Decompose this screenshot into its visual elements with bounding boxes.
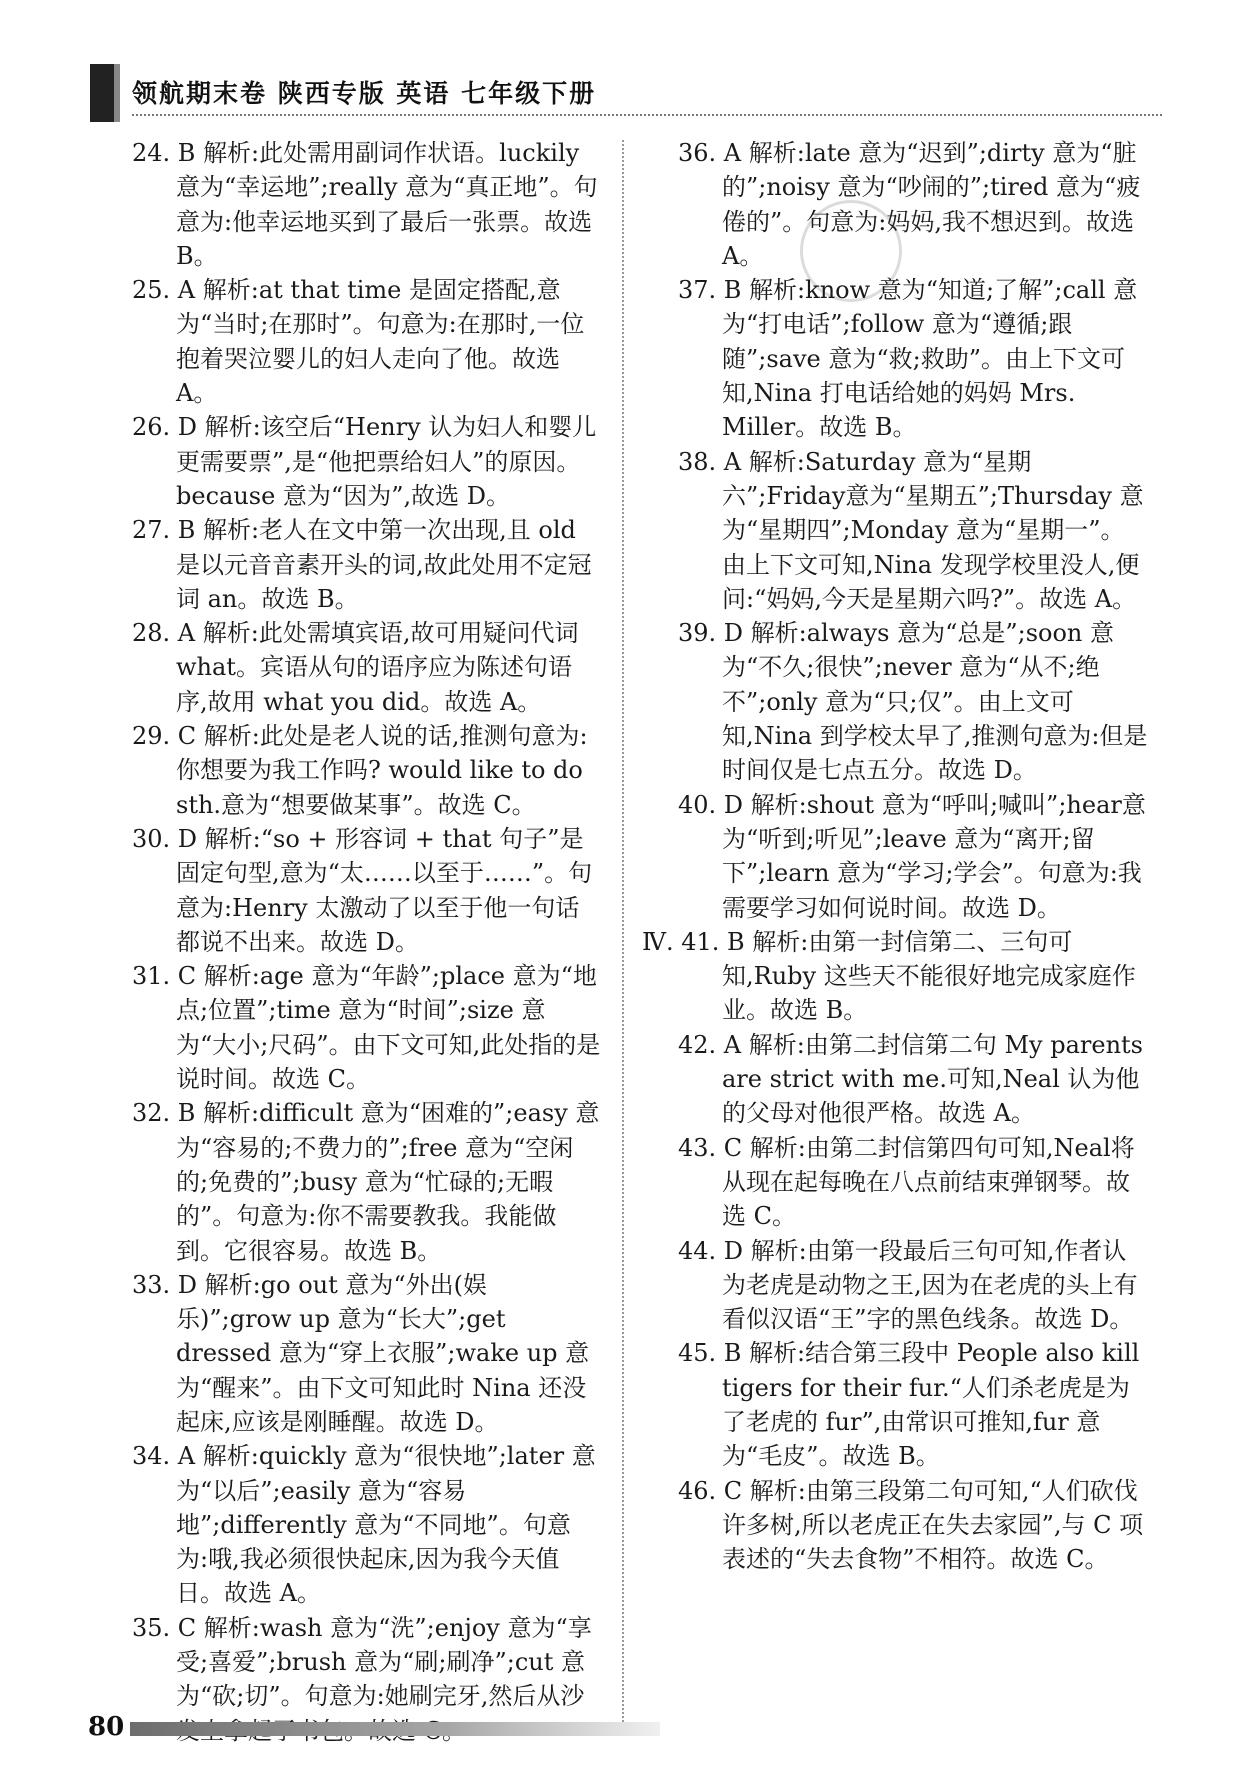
- footer-gradient-bar: [130, 1722, 660, 1736]
- answer-explanation-item: 42. A 解析:由第二封信第二句 My parents are strict with me.可知,Neal 认为他的父母对他很严格。故选 A。: [678, 1030, 1143, 1128]
- header-divider: [132, 114, 1162, 116]
- answer-explanation-item: 32. B 解析:difficult 意为“困难的”;easy 意为“容易的;不费力的”;free 意为“空闲的;免费的”;busy 意为“忙碌的;无暇的”。句意为:你不需要教我。我能做到。它很容易。故选 B。: [132, 1099, 600, 1265]
- answer-explanation-item: 24. B 解析:此处需用副词作状语。luckily意为“幸运地”;really 意为“真正地”。句意为:他幸运地买到了最后一张票。故选 B。: [132, 139, 598, 270]
- answer-explanation-item: Ⅳ. 41. B 解析:由第一封信第二、三句可知,Ruby 这些天不能很好地完成家庭作业。故选 B。: [642, 927, 1136, 1025]
- answer-explanation-item: 30. D 解析:“so + 形容词 + that 句子”是固定句型,意为“太……以至于……”。句意为:Henry 太激动了以至于他一句话都说不出来。故选 D。: [132, 824, 593, 956]
- answer-explanation-item: 31. C 解析:age 意为“年龄”;place 意为“地点;位置”;time 意为“时间”;size 意为“大小;尺码”。由下文可知,此处指的是说时间。故选 C。: [132, 962, 601, 1094]
- book-title: 领航期末卷 陕西专版 英语 七年级下册: [132, 79, 597, 108]
- answer-explanation-item: 46. C 解析:由第三段第二句可知,“人们砍伐许多树,所以老虎正在失去家园”,与 C 项表述的“失去食物”不相符。故选 C。: [678, 1476, 1144, 1574]
- answer-explanation-item: 34. A 解析:quickly 意为“很快地”;later 意为“以后”;easily 意为“容易地”;differently 意为“不同地”。句意为:哦,我必须很快起床,因为我今天值日。故选 A。: [132, 1442, 596, 1608]
- answer-explanation-item: 26. D 解析:该空后“Henry 认为妇人和婴儿更需要票”,是“他把票给妇人”的原因。because 意为“因为”,故选 D。: [132, 413, 597, 510]
- answer-explanation-item: 45. B 解析:结合第三段中 People also kill tigers for their fur.“人们杀老虎是为了老虎的 fur”,由常识可推知,fur 意为“毛皮”。故选 B。: [678, 1339, 1140, 1471]
- answer-explanation-item: 39. D 解析:always 意为“总是”;soon 意为“不久;很快”;never 意为“从不;绝不”;only 意为“只;仅”。由上文可知,Nina 到学校太早了,推测句意为:但是时间仅是七点五分。故选 D。: [678, 619, 1148, 785]
- answer-column-right: [642, 136, 1148, 1576]
- column-divider: [622, 140, 624, 1730]
- answer-explanation-item: 25. A 解析:at that time 是固定搭配,意为“当时;在那时”。句意为:在那时,一位抱着哭泣婴儿的妇人走向了他。故选 A。: [132, 276, 585, 408]
- page-number: 80: [88, 1712, 125, 1742]
- answer-column-left: [132, 136, 602, 1748]
- answer-explanation-item: 44. D 解析:由第一段最后三句可知,作者认为老虎是动物之王,因为在老虎的头上有看似汉语“王”字的黑色线条。故选 D。: [678, 1236, 1138, 1334]
- answer-explanation-item: 28. A 解析:此处需填宾语,故可用疑问代词 what。宾语从句的语序应为陈述句语序,故用 what you did。故选 A。: [132, 619, 579, 716]
- answer-explanation-item: 27. B 解析:老人在文中第一次出现,且 old 是以元音音素开头的词,故此处用不定冠词 an。故选 B。: [132, 516, 592, 613]
- answer-explanation-item: 43. C 解析:由第二封信第四句可知,Neal将从现在起每晚在八点前结束弹钢琴。故选 C。: [678, 1133, 1135, 1231]
- answer-explanation-item: 33. D 解析:go out 意为“外出(娱乐)”;grow up 意为“长大”;get dressed 意为“穿上衣服”;wake up 意为“醒来”。由下文可知此时 Nina 还没起床,应该是刚睡醒。故选 D。: [132, 1270, 590, 1436]
- answer-explanation-item: 35. C 解析:wash 意为“洗”;enjoy 意为“享受;喜爱”;brush 意为“刷;刷净”;cut 意为“砍;切”。句意为:她刷完牙,然后从沙: [132, 1613, 592, 1711]
- answer-explanation-item: 38. A 解析:Saturday 意为“星期六”;Friday意为“星期五”;Thursday 意为“星期四”;Monday 意为“星期一”。由上下文可知,Nina 发现学校里没人,便问:“妈妈,今天是星期六吗?”。故选 A。: [678, 447, 1144, 613]
- answer-explanation-item: 36. A 解析:late 意为“迟到”;dirty 意为“脏的”;noisy 意为“吵闹的”;tired 意为“疲倦的”。句意为:妈妈,我不想迟到。故选 A。: [678, 139, 1141, 270]
- answer-explanation-item: 37. B 解析:know 意为“知道;了解”;call 意为“打电话”;follow 意为“遵循;跟随”;save 意为“救;救助”。由上下文可知,Nina 打电话给她的妈妈 Mrs. Miller。故选 B。: [678, 276, 1138, 442]
- answer-explanation-item: 29. C 解析:此处是老人说的话,推测句意为:你想要为我工作吗? would like to do sth.意为“想要做某事”。故选 C。: [132, 722, 588, 819]
- answer-explanation-item: 40. D 解析:shout 意为“呼叫;喊叫”;hear意为“听到;听见”;leave 意为“离开;留下”;learn 意为“学习;学会”。句意为:我需要学习如何说时间。故选 D。: [678, 790, 1146, 922]
- header-decoration-bar: [90, 64, 120, 122]
